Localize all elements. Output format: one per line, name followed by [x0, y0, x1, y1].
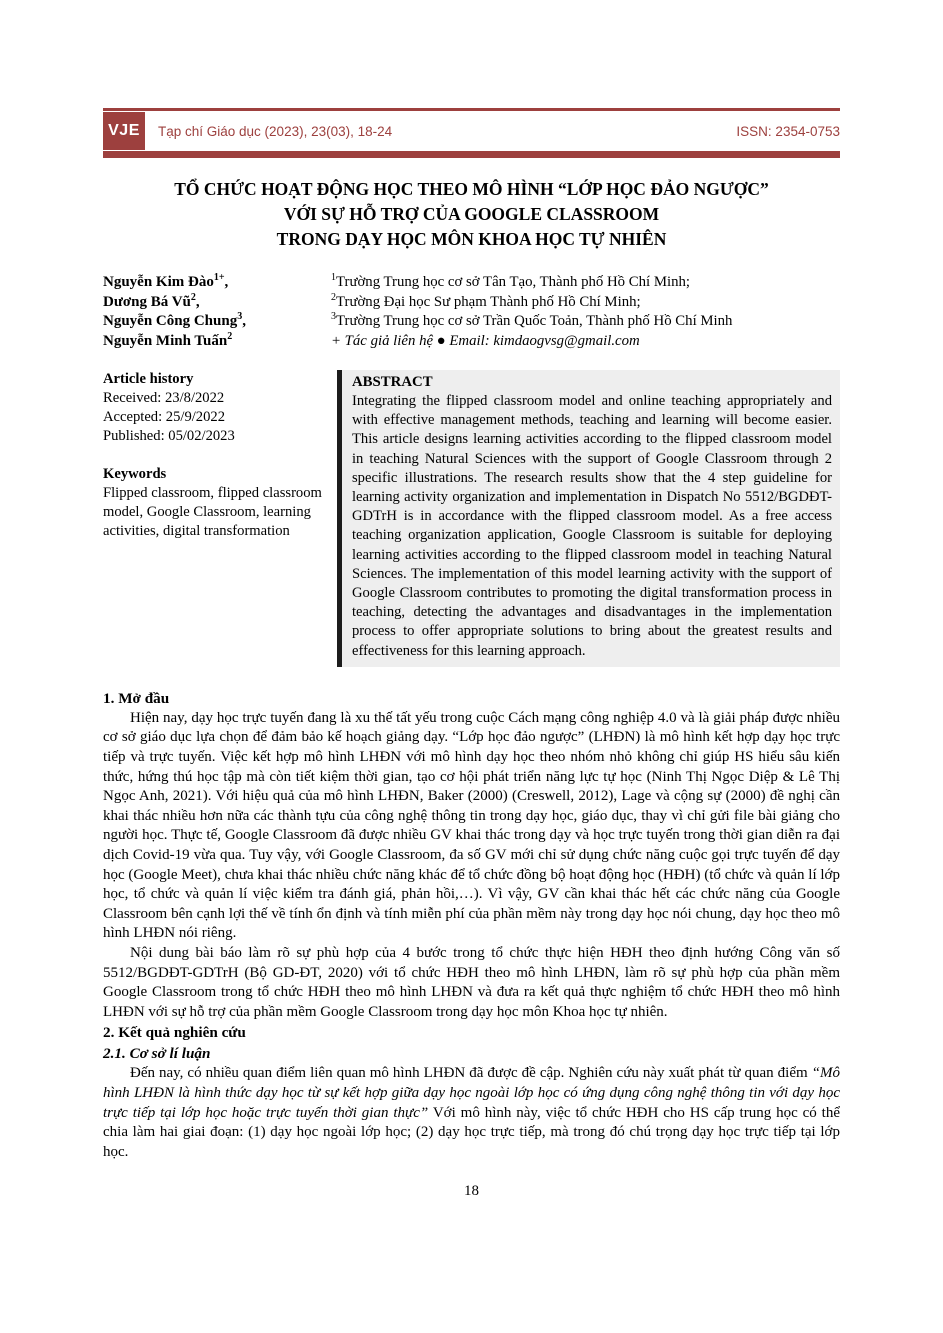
article-meta-column	[103, 370, 337, 667]
paragraph-text: Với mô hình này, việc tổ chức HĐH cho HS cấp trung học có thể chia làm hai giai đoạn: (1) dạy học ngoài lớp học; (2) dạy học trực tiếp, mà trong đó chú trọng dạy học trực tiếp tại lớp học.	[103, 1104, 840, 1160]
author-sep: ,	[224, 274, 229, 290]
header-bottom-rule	[103, 151, 840, 158]
affiliation-text: Trường Đại học Sư phạm Thành phố Hồ Chí Minh;	[336, 293, 641, 310]
section-1-paragraph-1: Hiện nay, dạy học trực tuyến đang là xu thế tất yếu trong cuộc Cách mạng công nghiệp 4.0 và là giải pháp được nhiều cơ sở giáo dục lựa chọn để đảm bảo kế hoạch giảng dạy. “Lớp học đảo ngược” (LHĐN) là mô hình kết hợp dạy học trực tiếp và trực tuyến. Việc kết hợp mô hình LHĐN với mô hình dạy học theo nhóm nhỏ không chỉ giúp HS hiểu sâu kiến thức, hứng thú học tập mà còn tiết kiệm thời gian, tạo cơ hội phát triển năng lực tự học (Ninh Thị Ngọc Diệp & Lê Thị Ngọc Anh, 2021). Với hiệu quả của mô hình LHĐN, Baker (2000) (Creswell, 2012), Lage và cộng sự (2000) đề nghị cần khai thác nhiều hơn nữa các thành tựu của công nghệ thông tin trong dạy học, giáo dục, thay vì chỉ gửi file bài giảng cho người học. Thực tế, Google Classroom đã được nhiều GV khai thác trong dạy và học trực tuyến trong thời gian diễn ra đại dịch Covid-19 vừa qua. Tuy vậy, với Google Classroom, đa số GV mới chỉ sử dụng chức năng cuộc gọi trực tuyến để dạy học (Google Meet), chưa khai thác nhiều chức năng khác để tổ chức đồng bộ hoạt động học (HĐH) (tổ chức và quản lí lớp học, tổ chức và quản lí việc kiểm tra đánh giá, phản hồi,…). Vì vậy, GV cần khai thác hết các chức năng của Google Classroom bên cạnh lợi thế về tính ổn định và tính miễn phí của phần mềm này trong dạy học nói chung, dạy học theo mô hình LHĐN nói riêng.	[103, 709, 840, 942]
author-entry	[103, 332, 331, 352]
article-title-line-1: TỔ CHỨC HOẠT ĐỘNG HỌC THEO MÔ HÌNH “LỚP HỌC ĐẢO NGƯỢC”	[174, 179, 769, 199]
keywords-heading: Keywords	[103, 466, 167, 482]
affiliation-sup: 2	[331, 291, 336, 303]
page-number: 18	[464, 1183, 479, 1200]
article-history-item: Received: 23/8/2022	[103, 390, 225, 406]
affiliations-list	[331, 273, 840, 351]
quoted-definition: “Mô hình LHĐN là hình thức dạy học từ sự kết hợp giữa dạy học ngoài lớp học có ứng dụng công nghệ thông tin với dạy học trực tiếp tại lớp học hoặc trực tuyến thời gian thực”	[103, 1065, 840, 1121]
affiliation-text: Trường Trung học cơ sở Trần Quốc Toản, Thành phố Hồ Chí Minh	[336, 313, 733, 329]
author-sep: ,	[242, 313, 246, 329]
authors-section	[103, 273, 840, 351]
article-title	[103, 177, 840, 252]
section-2-heading: 2. Kết quả nghiên cứu	[103, 1024, 246, 1042]
article-title-line-2: VỚI SỰ HỖ TRỢ CỦA GOOGLE CLASSROOM	[283, 204, 660, 224]
vje-logo: VJE	[103, 112, 145, 150]
author-name: Nguyễn Minh Tuấn	[103, 332, 228, 349]
author-entry	[103, 312, 331, 332]
author-sep: ,	[195, 293, 200, 310]
section-1-heading: 1. Mở đầu	[103, 689, 170, 707]
journal-header	[103, 108, 840, 158]
issn-label: ISSN: 2354-0753	[736, 123, 840, 139]
abstract-heading: ABSTRACT	[352, 374, 433, 390]
paragraph-text: Đến nay, có nhiều quan điểm liên quan mô hình LHĐN đã được đề cập. Nghiên cứu này xuất phát từ quan điểm	[130, 1065, 812, 1082]
affiliation-entry	[331, 293, 840, 313]
author-entry	[103, 273, 331, 293]
affiliation-sup: 1	[331, 272, 336, 284]
header-row	[103, 111, 840, 151]
spacer	[103, 446, 323, 465]
article-title-line-3: TRONG DẠY HỌC MÔN KHOA HỌC TỰ NHIÊN	[276, 229, 667, 249]
author-sup: 2	[190, 291, 196, 303]
journal-citation: Tạp chí Giáo dục (2023), 23(03), 18-24	[158, 123, 393, 139]
affiliation-entry	[331, 273, 840, 293]
authors-list	[103, 273, 331, 351]
author-name: Nguyễn Công Chung	[103, 313, 238, 329]
author-sup: 3	[237, 311, 243, 322]
author-sup: 1+	[213, 272, 225, 283]
article-history-item: Accepted: 25/9/2022	[103, 409, 225, 425]
author-name: Nguyễn Kim Đào	[103, 274, 214, 290]
section-2-1-paragraph-1	[103, 1064, 840, 1162]
abstract-text: Integrating the flipped classroom model and online teaching appropriately and with effective management methods, teaching and learning will become easier. This article designs learning activities according to the flipped classroom model in teaching Natural Sciences with the support of Google Classroom through 2 specific illustrations. The research results show that the 4 step guideline for learning activity organization and implementation in Dispatch No 5512/BGDĐT-GDTrH is in accordance with the flipped classroom model. As a free access teaching organization application, Google Classroom is suitable for deploying learning activities according to the flipped classroom model in teaching Natural Sciences. The implementation of this model learning activity with the support of Google Classroom contributes to promoting the digital transformation process in teaching, detecting the advantages and disadvantages in the implementation process to offer appropriate solutions to bring about the greatest results and effectiveness for this learning approach.	[352, 393, 832, 659]
article-history-item: Published: 05/02/2023	[103, 428, 235, 444]
affiliation-text: Trường Trung học cơ sở Tân Tạo, Thành phố Hồ Chí Minh;	[336, 274, 691, 290]
section-1-paragraph-2: Nội dung bài báo làm rõ sự phù hợp của 4 bước trong tổ chức thực hiện HĐH theo định hướng Công văn số 5512/BGDĐT-GDTrH (Bộ GD-ĐT, 2020) với tổ chức HĐH theo mô hình LHĐN, làm rõ sự phù hợp của phần mềm Google Classroom trong tổ chức HĐH theo mô hình LHĐN và đưa ra kết quả thực nghiệm tổ chức HĐH theo mô hình LHĐN với sự hỗ trợ của phần mềm Google Classroom trong dạy học môn Khoa học tự nhiên.	[103, 944, 840, 1020]
meta-abstract-section	[103, 370, 840, 667]
abstract-box	[337, 370, 840, 667]
affiliation-sup: 3	[331, 311, 336, 323]
author-sup: 2	[227, 330, 233, 342]
article-body	[103, 688, 840, 1162]
author-entry	[103, 293, 331, 313]
affiliation-entry	[331, 312, 840, 332]
article-history-heading: Article history	[103, 371, 194, 387]
keywords-text: Flipped classroom, flipped classroom model, Google Classroom, learning activities, digital transformation	[103, 485, 322, 539]
section-2-1-heading: 2.1. Cơ sở lí luận	[103, 1045, 211, 1063]
corresponding-author-email: + Tác giả liên hệ ● Email: kimdaogvsg@gmail.com	[331, 332, 640, 349]
author-name: Dương Bá Vũ	[103, 293, 191, 310]
